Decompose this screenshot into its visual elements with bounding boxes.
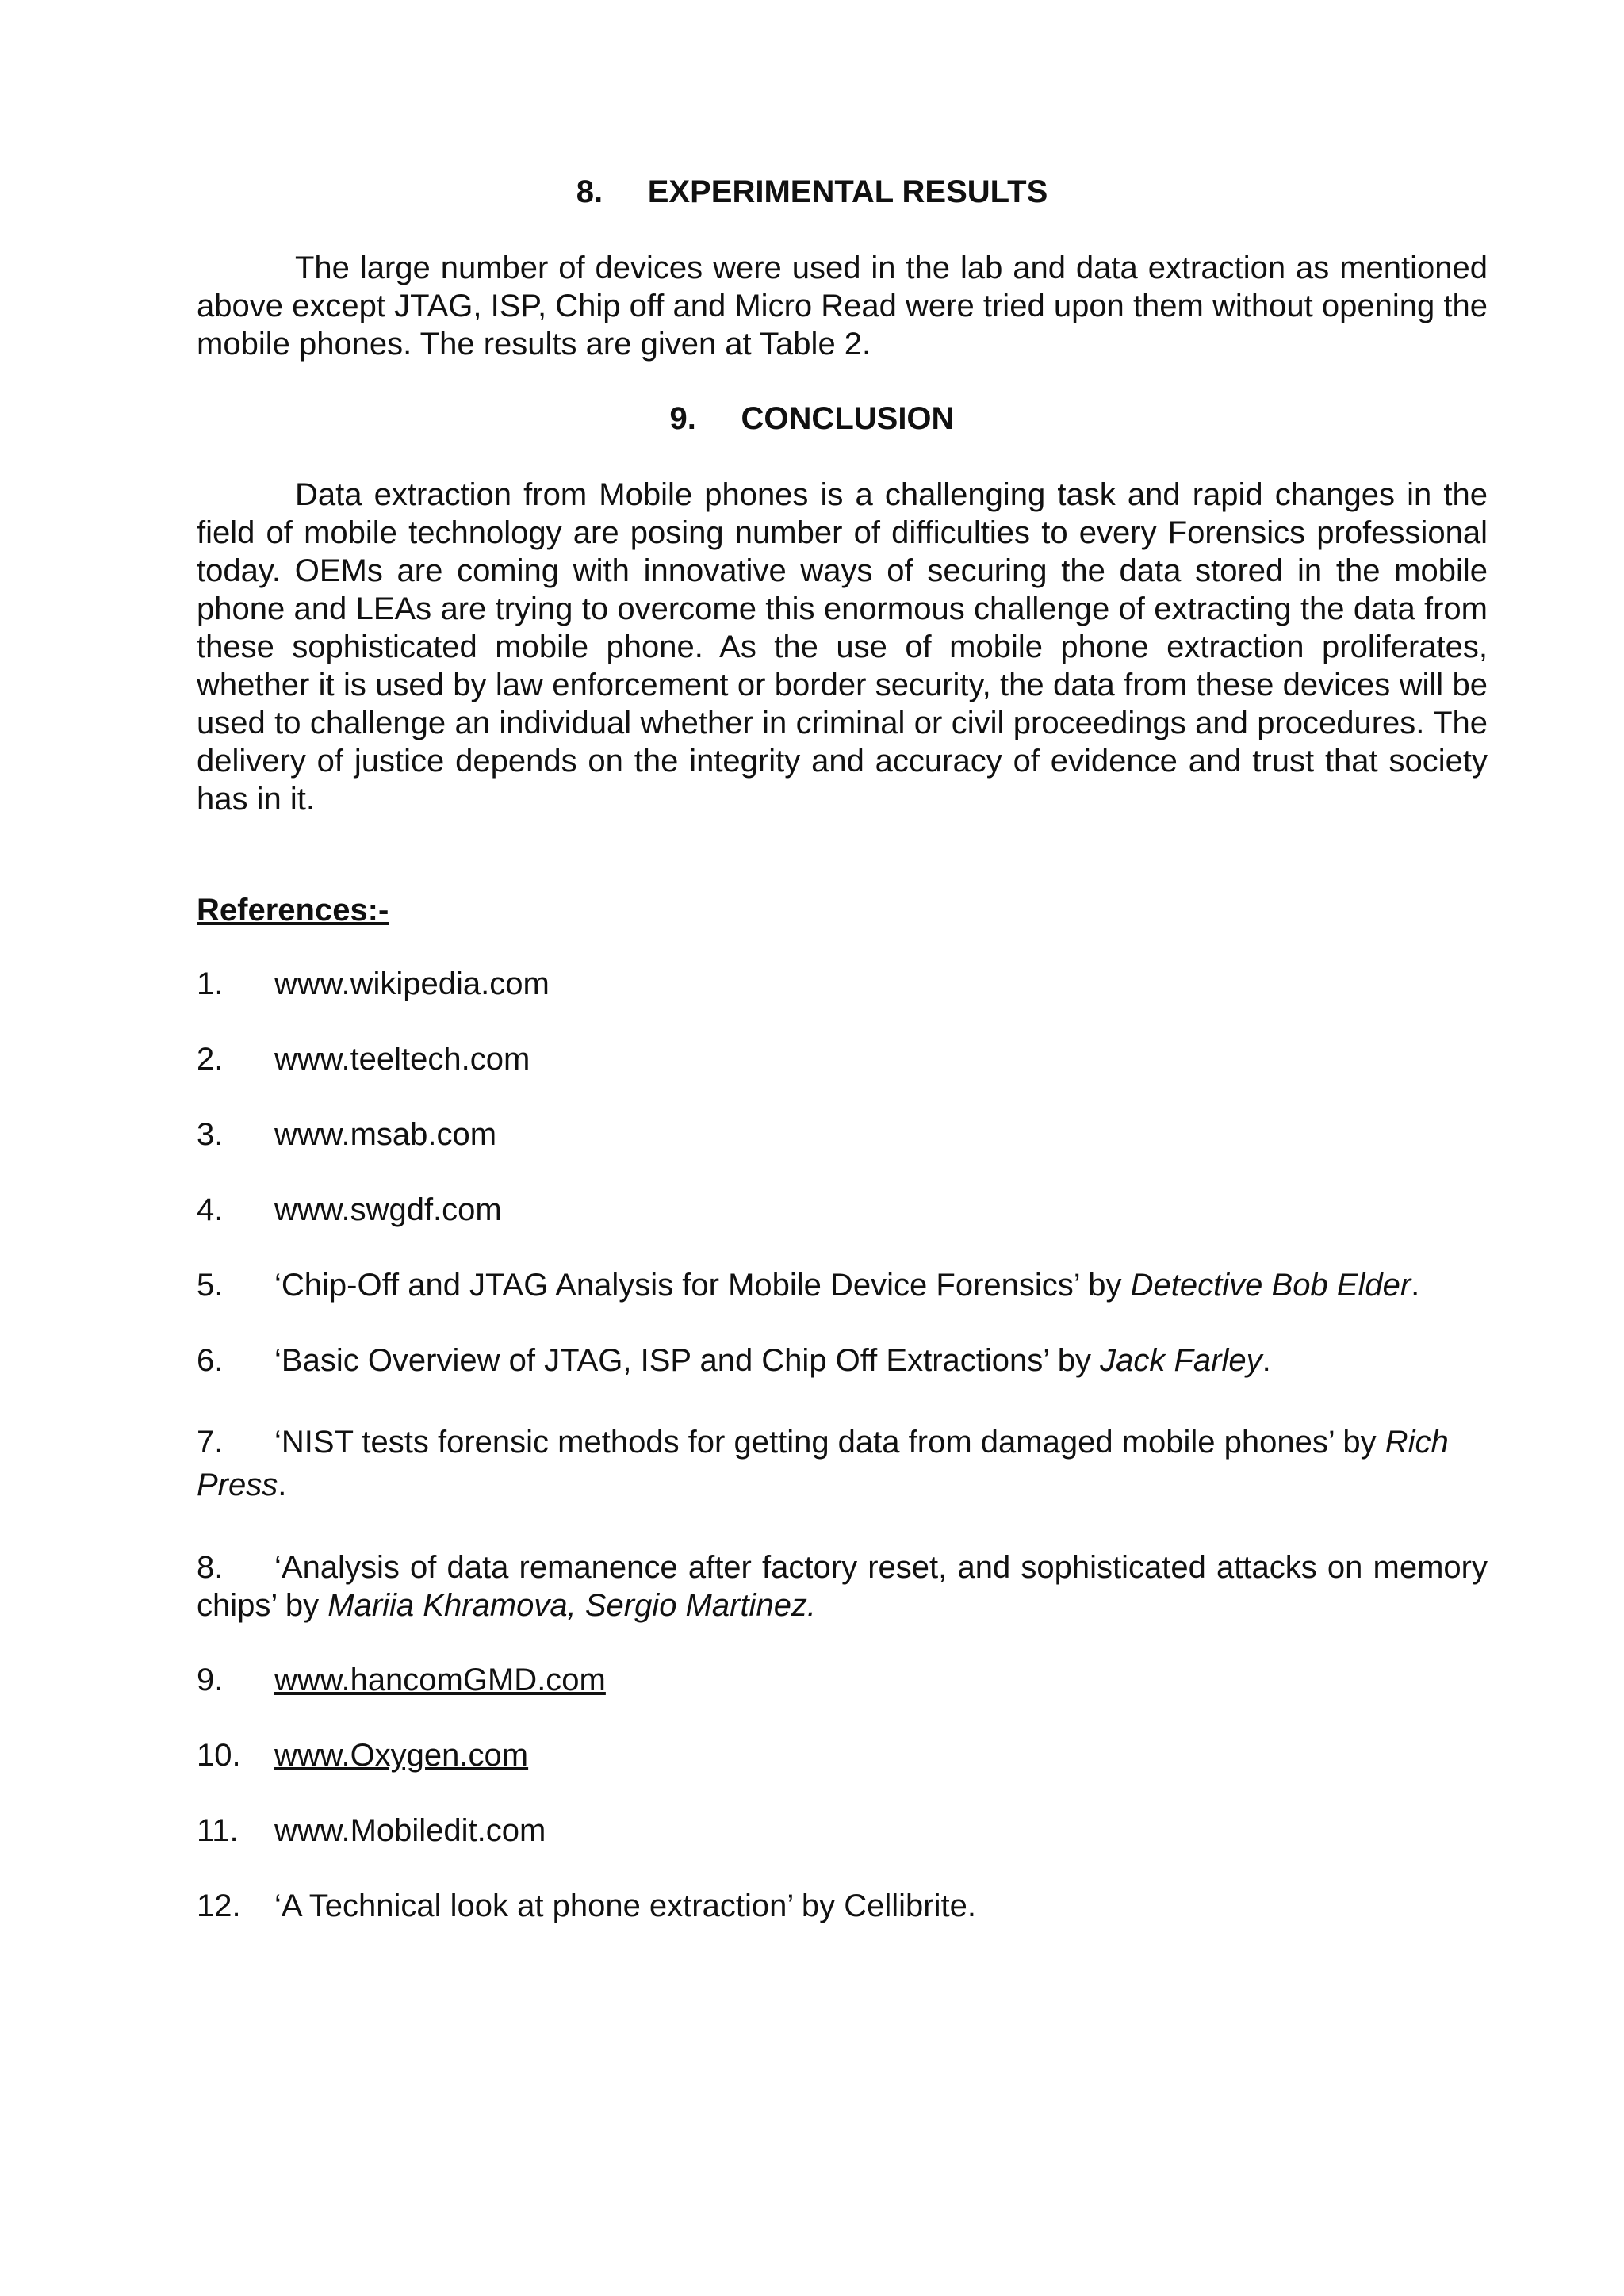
section-8-heading bbox=[0, 173, 1624, 211]
reference-number: 11. bbox=[197, 1813, 239, 1848]
reference-item bbox=[197, 1736, 1488, 1774]
reference-number: 10. bbox=[197, 1738, 241, 1773]
reference-number: 6. bbox=[197, 1343, 224, 1378]
section-8-paragraph bbox=[197, 249, 1488, 363]
reference-title: ‘Analysis of data remanence after factory reset, and sophisticated attacks on memory chips’ by bbox=[197, 1550, 1488, 1623]
reference-item bbox=[197, 1191, 1488, 1229]
reference-tail: . bbox=[278, 1468, 287, 1502]
section-9-paragraph bbox=[197, 476, 1488, 818]
reference-number: 7. bbox=[197, 1425, 224, 1460]
reference-title: ‘Basic Overview of JTAG, ISP and Chip Off Extractions’ by bbox=[274, 1343, 1101, 1378]
reference-tail: . bbox=[1262, 1343, 1271, 1378]
reference-title: ‘A Technical look at phone extraction’ by Cellibrite. bbox=[274, 1888, 976, 1923]
reference-item bbox=[197, 965, 1488, 1003]
reference-link[interactable]: www.Oxygen.com bbox=[274, 1738, 529, 1773]
section-8-text: The large number of devices were used in the lab and data extraction as mentioned above except JTAG, ISP, Chip off and Micro Read were tried upon them without opening the mobile phones. The results are given at Table 2. bbox=[197, 251, 1488, 362]
reference-item bbox=[197, 1548, 1488, 1624]
section-9-number: 9. bbox=[669, 401, 696, 436]
reference-author: Rich Press bbox=[197, 1425, 1449, 1502]
reference-number: 5. bbox=[197, 1268, 224, 1303]
reference-link[interactable]: www.swgdf.com bbox=[274, 1192, 502, 1227]
reference-author: Jack Farley bbox=[1100, 1343, 1262, 1378]
reference-title: ‘Chip-Off and JTAG Analysis for Mobile Device Forensics’ by bbox=[274, 1268, 1131, 1303]
reference-number: 9. bbox=[197, 1663, 224, 1697]
reference-link[interactable]: www.hancomGMD.com bbox=[274, 1663, 606, 1697]
reference-tail: . bbox=[1411, 1268, 1420, 1303]
section-9-text: Data extraction from Mobile phones is a challenging task and rapid changes in the field of mobile technology are posing number of difficulties to every Forensics professional today. OEMs are coming with innovative ways of securing the data stored in the mobile phone and LEAs are trying to overcome this enormous challenge of extracting the data from these sophisticated mobile phone. As the use of mobile phone extraction proliferates, whether it is used by law enforcement or border security, the data from these devices will be used to challenge an individual whether in criminal or civil proceedings and procedures. The delivery of justice depends on the integrity and accuracy of evidence and trust that society has in it. bbox=[197, 477, 1488, 817]
reference-title: ‘NIST tests forensic methods for getting data from damaged mobile phones’ by bbox=[274, 1425, 1385, 1460]
reference-number: 12. bbox=[197, 1888, 241, 1923]
references-heading: References:- bbox=[197, 893, 389, 928]
reference-author: Detective Bob Elder bbox=[1130, 1268, 1411, 1303]
reference-item bbox=[197, 1040, 1488, 1078]
reference-number: 4. bbox=[197, 1192, 224, 1227]
reference-link[interactable]: www.Mobiledit.com bbox=[274, 1813, 546, 1848]
reference-item bbox=[197, 1115, 1488, 1154]
reference-item bbox=[197, 1266, 1488, 1304]
reference-number: 8. bbox=[197, 1550, 224, 1585]
reference-author: Mariia Khramova, Sergio Martinez. bbox=[327, 1588, 817, 1623]
reference-item bbox=[197, 1812, 1488, 1850]
section-9-title: CONCLUSION bbox=[741, 401, 955, 436]
reference-item bbox=[197, 1341, 1488, 1380]
reference-link[interactable]: www.wikipedia.com bbox=[274, 966, 550, 1001]
reference-item bbox=[197, 1661, 1488, 1699]
reference-item bbox=[197, 1421, 1488, 1506]
reference-number: 1. bbox=[197, 966, 224, 1001]
reference-link[interactable]: www.msab.com bbox=[274, 1117, 497, 1152]
reference-number: 2. bbox=[197, 1042, 224, 1077]
reference-number: 3. bbox=[197, 1117, 224, 1152]
reference-item bbox=[197, 1887, 1488, 1925]
section-8-number: 8. bbox=[576, 174, 603, 209]
reference-link[interactable]: www.teeltech.com bbox=[274, 1042, 530, 1077]
section-8-title: EXPERIMENTAL RESULTS bbox=[647, 174, 1048, 209]
section-9-heading bbox=[0, 400, 1624, 438]
